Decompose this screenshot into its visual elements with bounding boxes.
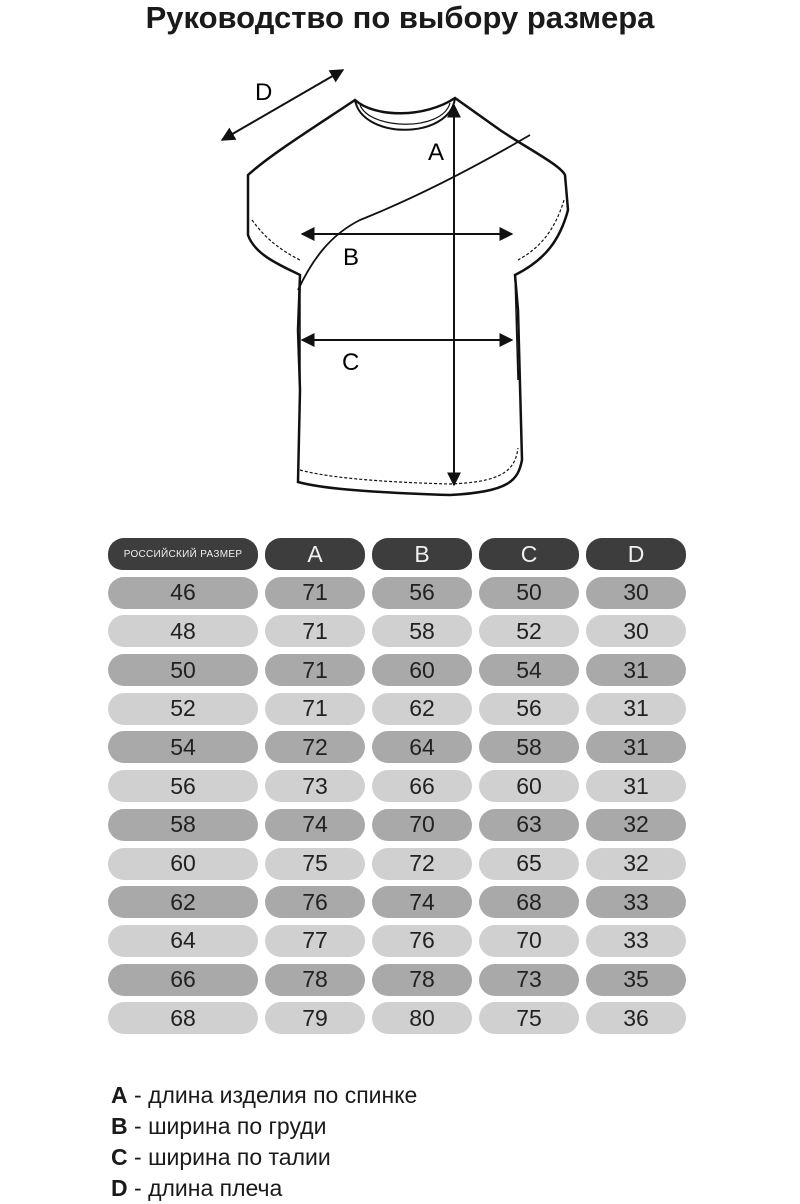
legend-text: - ширина по груди — [127, 1113, 327, 1139]
cell-a: 76 — [265, 886, 365, 918]
table-row — [108, 654, 686, 693]
cell-d: 30 — [586, 577, 686, 609]
cell-c: 68 — [479, 886, 579, 918]
legend-item-a — [111, 1080, 417, 1111]
legend — [111, 1080, 417, 1204]
cell-c: 54 — [479, 654, 579, 686]
table-row — [108, 770, 686, 809]
tshirt-outline — [248, 98, 568, 495]
cell-b: 58 — [372, 615, 472, 647]
cell-a: 71 — [265, 615, 365, 647]
cell-d: 36 — [586, 1002, 686, 1034]
cell-d: 32 — [586, 809, 686, 841]
label-a: A — [428, 139, 445, 166]
label-b: B — [343, 244, 360, 271]
legend-key: A — [111, 1082, 128, 1108]
label-d: D — [255, 79, 273, 106]
table-row — [108, 848, 686, 887]
cell-d: 33 — [586, 886, 686, 918]
cell-d: 33 — [586, 925, 686, 957]
header-d: D — [586, 538, 686, 570]
cell-c: 70 — [479, 925, 579, 957]
cell-size: 60 — [108, 848, 258, 880]
cell-c: 73 — [479, 964, 579, 996]
table-row — [108, 964, 686, 1003]
cell-size: 48 — [108, 615, 258, 647]
cell-size: 56 — [108, 770, 258, 802]
cell-size: 52 — [108, 693, 258, 725]
page-title: Руководство по выбору размера — [145, 0, 655, 35]
legend-text: - ширина по талии — [127, 1144, 331, 1170]
cell-size: 50 — [108, 654, 258, 686]
cell-b: 78 — [372, 964, 472, 996]
cell-a: 79 — [265, 1002, 365, 1034]
legend-key: C — [111, 1144, 128, 1170]
table-row — [108, 925, 686, 964]
cell-c: 75 — [479, 1002, 579, 1034]
cell-b: 66 — [372, 770, 472, 802]
cell-b: 64 — [372, 731, 472, 763]
cell-a: 78 — [265, 964, 365, 996]
legend-item-b — [111, 1111, 417, 1142]
cell-d: 35 — [586, 964, 686, 996]
cell-a: 72 — [265, 731, 365, 763]
cell-c: 50 — [479, 577, 579, 609]
cell-d: 31 — [586, 693, 686, 725]
header-russian-size: РОССИЙСКИЙ РАЗМЕР — [108, 538, 258, 570]
header-a: A — [265, 538, 365, 570]
table-row — [108, 693, 686, 732]
legend-item-d — [111, 1173, 417, 1204]
cell-b: 70 — [372, 809, 472, 841]
cell-d: 31 — [586, 770, 686, 802]
table-row — [108, 809, 686, 848]
cell-a: 71 — [265, 577, 365, 609]
header-b: B — [372, 538, 472, 570]
cell-size: 66 — [108, 964, 258, 996]
cell-size: 46 — [108, 577, 258, 609]
cell-c: 63 — [479, 809, 579, 841]
cell-size: 68 — [108, 1002, 258, 1034]
cell-b: 76 — [372, 925, 472, 957]
cell-d: 32 — [586, 848, 686, 880]
cell-a: 71 — [265, 693, 365, 725]
cell-a: 74 — [265, 809, 365, 841]
cell-d: 31 — [586, 654, 686, 686]
cell-d: 30 — [586, 615, 686, 647]
legend-key: D — [111, 1175, 128, 1201]
cell-size: 58 — [108, 809, 258, 841]
legend-text: - длина изделия по спинке — [127, 1082, 418, 1108]
cell-b: 62 — [372, 693, 472, 725]
header-c: C — [479, 538, 579, 570]
cell-size: 64 — [108, 925, 258, 957]
table-row — [108, 615, 686, 654]
table-row — [108, 1002, 686, 1041]
cell-c: 56 — [479, 693, 579, 725]
cell-b: 60 — [372, 654, 472, 686]
cell-c: 60 — [479, 770, 579, 802]
table-header-row — [108, 538, 686, 577]
legend-item-c — [111, 1142, 417, 1173]
legend-key: B — [111, 1113, 128, 1139]
cell-a: 75 — [265, 848, 365, 880]
table-row — [108, 731, 686, 770]
cell-a: 71 — [265, 654, 365, 686]
label-c: C — [342, 349, 360, 376]
cell-b: 72 — [372, 848, 472, 880]
cell-c: 52 — [479, 615, 579, 647]
table-row — [108, 886, 686, 925]
cell-size: 62 — [108, 886, 258, 918]
cell-c: 58 — [479, 731, 579, 763]
cell-a: 73 — [265, 770, 365, 802]
table-row — [108, 577, 686, 616]
cell-d: 31 — [586, 731, 686, 763]
cell-b: 80 — [372, 1002, 472, 1034]
cell-c: 65 — [479, 848, 579, 880]
legend-text: - длина плеча — [127, 1175, 283, 1201]
size-table — [108, 538, 686, 1041]
cell-size: 54 — [108, 731, 258, 763]
cell-b: 56 — [372, 577, 472, 609]
cell-b: 74 — [372, 886, 472, 918]
tshirt-measurement-diagram — [200, 60, 600, 510]
cell-a: 77 — [265, 925, 365, 957]
